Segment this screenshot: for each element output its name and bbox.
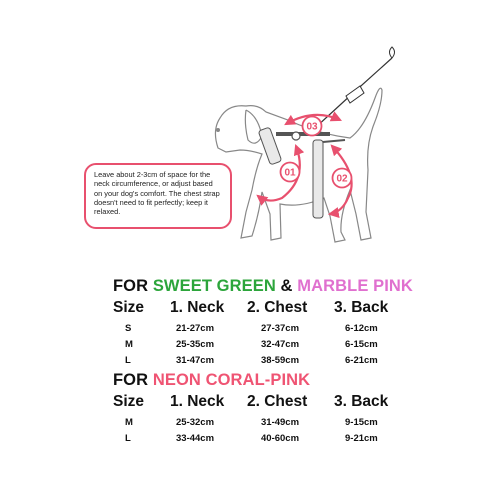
back-cell: 6-21cm [345, 355, 378, 366]
neck-cell: 21-27cm [176, 323, 215, 334]
size-table-header [113, 299, 413, 319]
size-cell: M [125, 417, 133, 428]
chest-cell: 38-59cm [261, 355, 300, 366]
header-neck: 1. Neck [170, 393, 225, 410]
color-name-marble-pink: MARBLE PINK [297, 277, 413, 295]
marker-01 [281, 163, 300, 182]
svg-text:03: 03 [306, 121, 318, 133]
size-cell: L [125, 355, 131, 366]
section-heading [113, 277, 413, 299]
chest-cell: 27-37cm [261, 323, 300, 334]
leash-handle [390, 47, 395, 58]
neck-cell: 25-32cm [176, 417, 215, 428]
marker-03 [303, 117, 322, 136]
header-size: Size [113, 299, 145, 316]
header-size: Size [113, 393, 145, 410]
svg-text:01: 01 [284, 167, 296, 179]
chest-cell: 40-60cm [261, 433, 300, 444]
table-row [113, 355, 413, 371]
size-cell: S [125, 323, 132, 334]
size-chart-sweet-green-marble-pink [113, 277, 413, 371]
svg-text:02: 02 [336, 173, 348, 185]
table-row [113, 339, 413, 355]
harness-ring [292, 132, 300, 140]
table-row [113, 433, 413, 449]
back-cell: 6-12cm [345, 323, 378, 334]
back-cell: 6-15cm [345, 339, 378, 350]
heading-prefix: FOR [113, 371, 153, 389]
harness-chest-pad [313, 140, 323, 218]
fit-note: Leave about 2-3cm of space for the neck circumference, or adjust based on your dog's comfort. The chest strap doesn't need to fit perfectly; keep it relaxed. [84, 163, 232, 229]
header-back: 3. Back [334, 299, 389, 316]
table-row [113, 417, 413, 433]
chest-cell: 32-47cm [261, 339, 300, 350]
header-neck: 1. Neck [170, 299, 225, 316]
neck-cell: 25-35cm [176, 339, 215, 350]
chest-cell: 31-49cm [261, 417, 300, 428]
neck-cell: 31-47cm [176, 355, 215, 366]
size-cell: L [125, 433, 131, 444]
size-table-header [113, 393, 413, 413]
back-cell: 9-21cm [345, 433, 378, 444]
header-chest: 2. Chest [247, 299, 308, 316]
harness-chest-strap [323, 140, 345, 142]
leash-clip [346, 86, 364, 103]
table-row [113, 323, 413, 339]
size-chart-neon-coral-pink [113, 371, 413, 449]
dog-ear [245, 110, 262, 143]
dog-nose [216, 128, 220, 132]
color-name-neon-coral-pink: NEON CORAL-PINK [152, 371, 311, 389]
color-name-sweet-green: SWEET GREEN [152, 277, 276, 295]
size-cell: M [125, 339, 133, 350]
neck-cell: 33-44cm [176, 433, 215, 444]
header-back: 3. Back [334, 393, 389, 410]
marker-02 [333, 169, 352, 188]
heading-joiner: & [275, 277, 298, 295]
header-chest: 2. Chest [247, 393, 308, 410]
heading-prefix: FOR [113, 277, 153, 295]
back-cell: 9-15cm [345, 417, 378, 428]
section-heading [113, 371, 413, 393]
